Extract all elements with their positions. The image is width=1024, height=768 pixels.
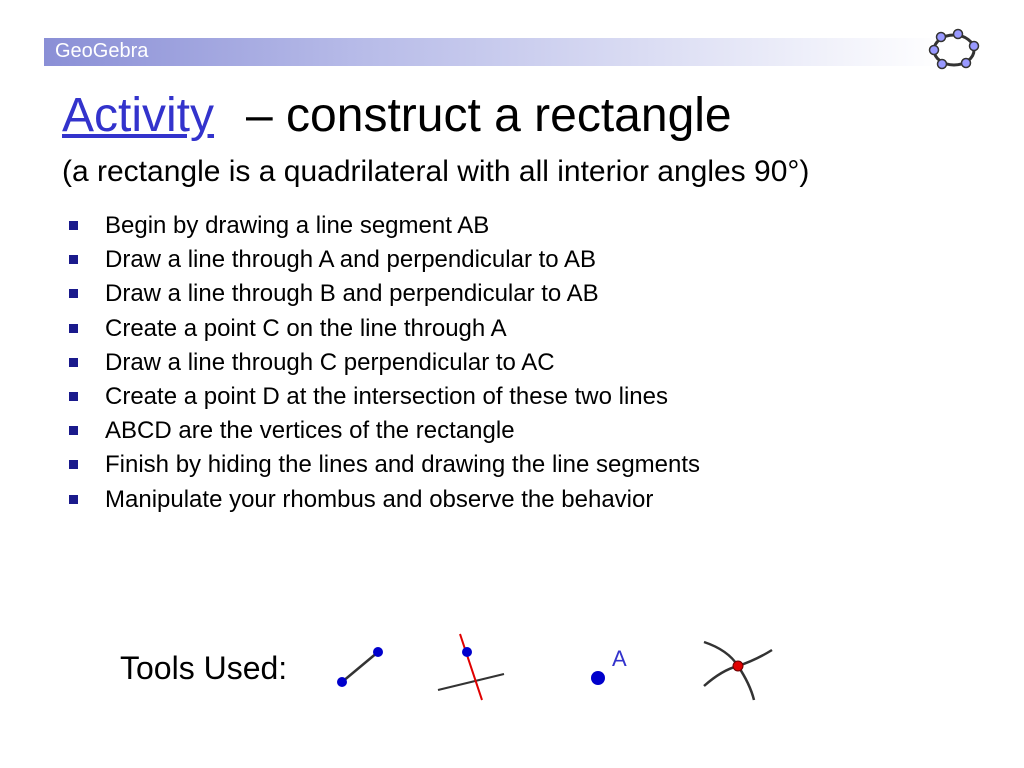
brand-name: GeoGebra — [55, 40, 149, 62]
activity-link[interactable]: Activity — [62, 89, 215, 142]
perpendicular-line-tool-icon — [430, 630, 510, 702]
subtitle: (a rectangle is a quadrilateral with all interior angles 90°) — [62, 155, 810, 188]
step-text: Create a point C on the line through A — [105, 314, 507, 342]
list-item — [66, 483, 700, 517]
bullet-icon — [69, 460, 78, 469]
header-banner — [44, 38, 944, 66]
list-item — [66, 346, 700, 380]
step-text: Draw a line through C perpendicular to AC — [105, 348, 555, 376]
list-item — [66, 380, 700, 414]
page-title — [62, 86, 732, 146]
list-item — [66, 243, 700, 277]
list-item — [66, 312, 700, 346]
geogebra-logo-icon — [928, 26, 980, 74]
bullet-icon — [69, 289, 78, 298]
bullet-icon — [69, 221, 78, 230]
new-point-tool-icon — [570, 630, 650, 702]
tools-label: Tools Used: — [120, 650, 288, 686]
step-text: Create a point D at the intersection of these two lines — [105, 382, 668, 410]
list-item — [66, 209, 700, 243]
segment-tool-icon — [322, 630, 402, 702]
step-text: Manipulate your rhombus and observe the behavior — [105, 485, 654, 513]
bullet-icon — [69, 426, 78, 435]
list-item — [66, 414, 700, 448]
step-text: Finish by hiding the lines and drawing the line segments — [105, 451, 701, 479]
list-item — [66, 277, 700, 311]
title-text: – construct a rectangle — [246, 89, 732, 142]
list-item — [66, 448, 700, 482]
point-label: A — [612, 646, 627, 671]
bullet-icon — [69, 255, 78, 264]
bullet-icon — [69, 495, 78, 504]
bullet-icon — [69, 358, 78, 367]
step-text: Draw a line through B and perpendicular to AB — [105, 280, 599, 308]
step-text: Begin by drawing a line segment AB — [105, 212, 490, 239]
step-text: Draw a line through A and perpendicular to AB — [105, 246, 596, 274]
step-text: ABCD are the vertices of the rectangle — [105, 417, 515, 445]
intersect-tool-icon — [698, 630, 778, 702]
bullet-icon — [69, 324, 78, 333]
bullet-icon — [69, 392, 78, 401]
steps-list — [66, 209, 700, 517]
